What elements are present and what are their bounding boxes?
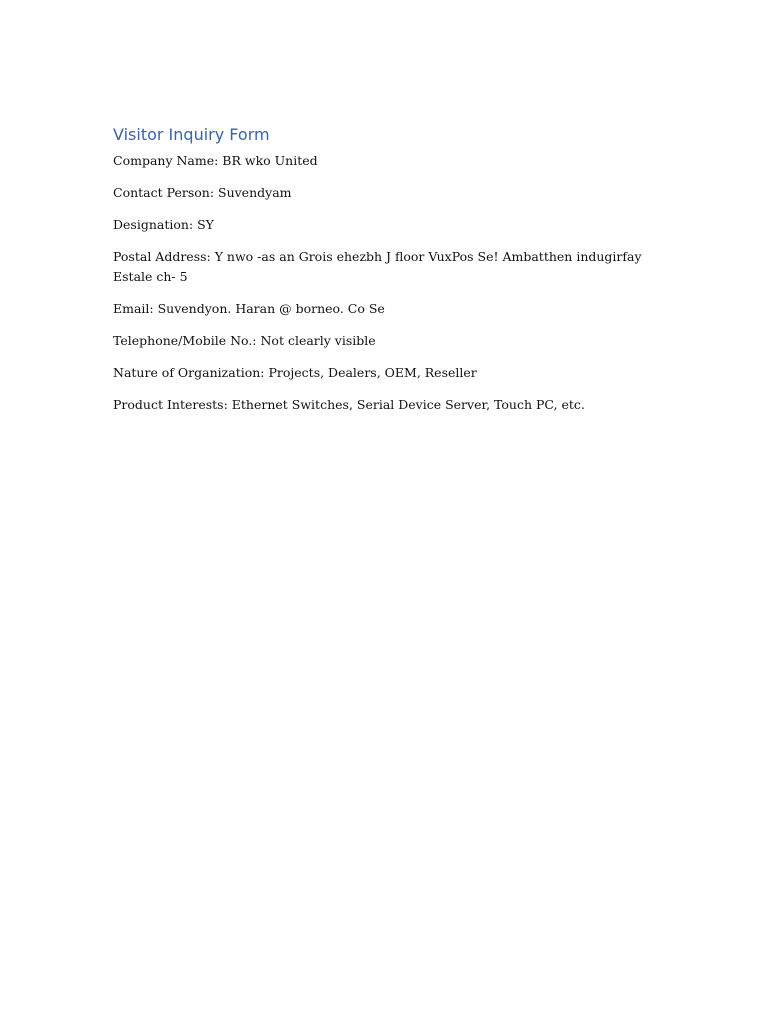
field-telephone: Telephone/Mobile No.: Not clearly visible (113, 333, 376, 348)
field-email: Email: Suvendyon. Haran @ borneo. Co Se (113, 301, 385, 316)
form-title: Visitor Inquiry Form (113, 125, 270, 144)
field-postal-address: Postal Address: Y nwo -as an Grois ehezbh J floor VuxPos Se! Ambatthen indugirfay Estale ch- 5 (113, 249, 642, 284)
field-contact-person: Contact Person: Suvendyam (113, 185, 292, 200)
field-nature-of-organization: Nature of Organization: Projects, Dealers, OEM, Reseller (113, 365, 477, 380)
document-page (113, 124, 653, 427)
field-company-name: Company Name: BR wko United (113, 153, 318, 168)
field-designation: Designation: SY (113, 217, 214, 232)
field-product-interests: Product Interests: Ethernet Switches, Serial Device Server, Touch PC, etc. (113, 397, 585, 412)
